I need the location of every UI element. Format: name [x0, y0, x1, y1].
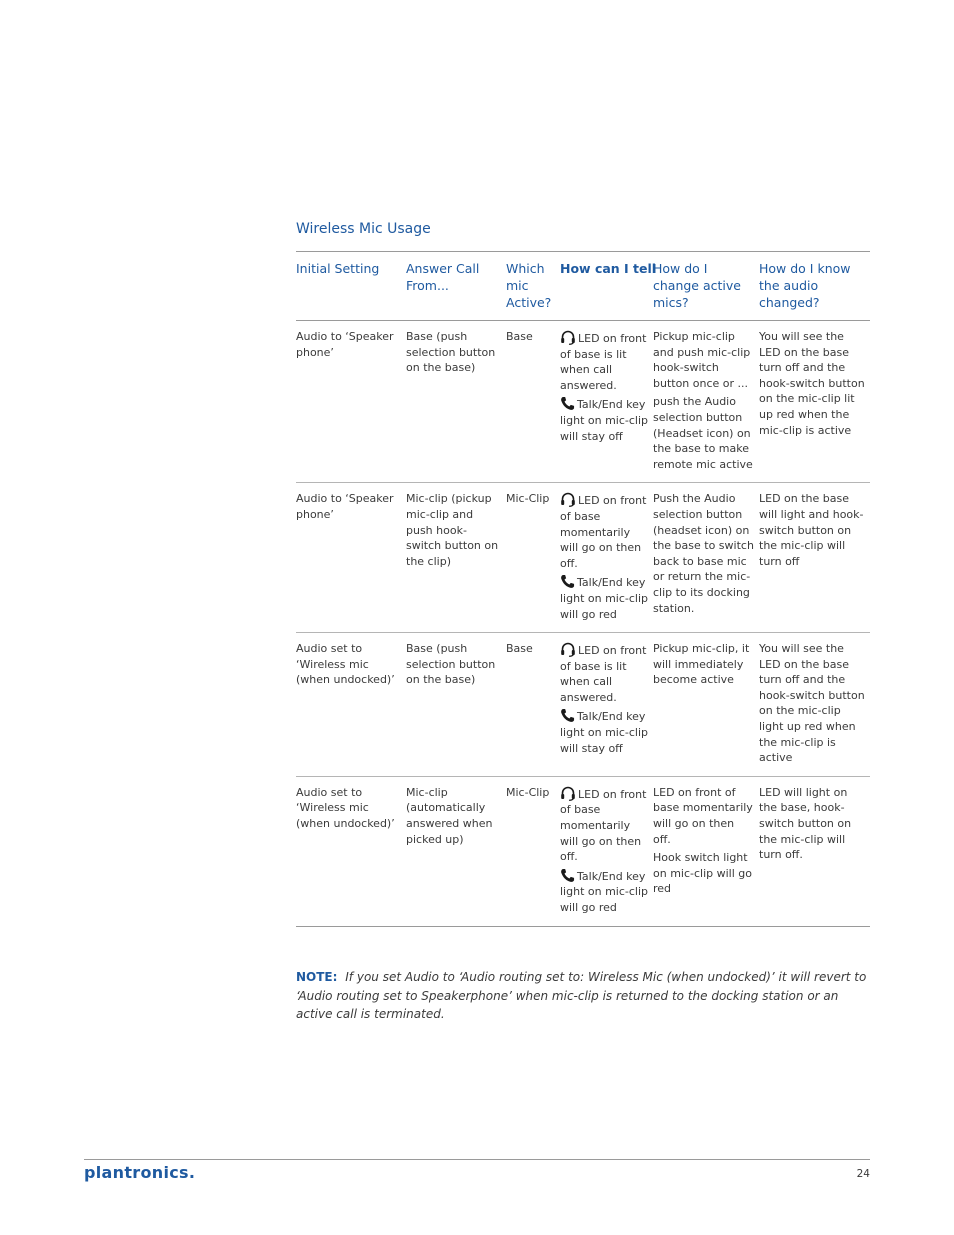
- table-row: [296, 483, 870, 633]
- plantronics-logo: plantronics.: [84, 1163, 196, 1182]
- cell-which-mic-active: Base: [506, 642, 533, 656]
- wireless-mic-usage-table: [296, 251, 870, 927]
- cell-how-do-i-know: LED on the base will light and hook-switch button on the mic-clip will turn off: [759, 492, 864, 568]
- cell-initial-setting: Audio to ‘Speaker phone’: [296, 492, 394, 521]
- cell-how-do-i-change: [653, 641, 759, 766]
- headset-icon: [560, 329, 576, 345]
- header-which-mic-active: Which mic Active?: [506, 261, 552, 310]
- change-text-2: push the Audio selection button (Headset icon) on the base to make remote mic active: [653, 395, 753, 471]
- phone-handset-icon: [560, 868, 575, 883]
- change-text-2: Hook switch light on mic-clip will go red: [653, 851, 752, 896]
- tell-led-text: LED on front of base momentarily will go on then off.: [560, 494, 647, 570]
- table-row: [296, 321, 870, 483]
- tell-talk-text: Talk/End key light on mic-clip will go red: [560, 869, 649, 914]
- cell-how-can-i-tell: [560, 641, 653, 766]
- phone-handset-icon: [560, 708, 575, 723]
- headset-icon: [560, 491, 576, 507]
- cell-how-do-i-change: [653, 329, 759, 472]
- cell-answer-call-from: Base (push selection button on the base): [406, 330, 496, 375]
- note-label: NOTE:: [296, 970, 338, 984]
- cell-initial-setting: Audio to ‘Speaker phone’: [296, 330, 394, 359]
- page-number: 24: [856, 1168, 870, 1180]
- cell-answer-call-from: Base (push selection button on the base): [406, 642, 496, 687]
- tell-talk-paragraph: [560, 868, 649, 916]
- tell-led-paragraph: [560, 329, 649, 393]
- cell-how-do-i-change: [653, 785, 759, 916]
- cell-how-do-i-know: You will see the LED on the base turn off and the hook-switch button on the mic-clip light up red when the mic-clip is active: [759, 642, 865, 765]
- tell-led-text: LED on front of base momentarily will go on then off.: [560, 787, 647, 864]
- table-row: [296, 633, 870, 777]
- cell-how-can-i-tell: [560, 785, 653, 916]
- headset-icon: [560, 785, 576, 801]
- table-row: [296, 777, 870, 926]
- header-answer-call-from: Answer Call From...: [406, 261, 480, 293]
- tell-led-text: LED on front of base is lit when call answered.: [560, 644, 647, 704]
- header-initial-setting: Initial Setting: [296, 261, 380, 276]
- tell-talk-paragraph: [560, 708, 649, 756]
- tell-talk-text: Talk/End key light on mic-clip will stay off: [560, 398, 649, 443]
- header-how-do-i-know: How do I know the audio changed?: [759, 261, 851, 310]
- tell-talk-paragraph: [560, 396, 649, 444]
- cell-how-do-i-change: [653, 491, 759, 622]
- change-text: LED on front of base momentarily will go on then off.: [653, 785, 753, 846]
- cell-how-can-i-tell: [560, 491, 653, 622]
- tell-talk-paragraph: [560, 574, 649, 622]
- note-paragraph: [296, 968, 870, 1024]
- tell-led-text: LED on front of base is lit when call answered.: [560, 332, 647, 392]
- phone-handset-icon: [560, 396, 575, 411]
- cell-which-mic-active: Mic-Clip: [506, 785, 550, 799]
- cell-initial-setting: Audio set to ‘Wireless mic (when undocked)’: [296, 642, 395, 687]
- cell-how-can-i-tell: [560, 329, 653, 472]
- phone-handset-icon: [560, 574, 575, 589]
- section-title: Wireless Mic Usage: [296, 221, 431, 237]
- cell-answer-call-from: Mic-clip (pickup mic-clip and push hook-switch button on the clip): [406, 492, 499, 568]
- tell-led-paragraph: [560, 785, 649, 865]
- cell-answer-call-from: Mic-clip (automatically answered when picked up): [406, 785, 493, 846]
- tell-led-paragraph: [560, 641, 649, 705]
- cell-how-do-i-know: You will see the LED on the base turn off and the hook-switch button on the mic-clip lit up red when the mic-clip is active: [759, 330, 865, 437]
- tell-talk-text: Talk/End key light on mic-clip will go red: [560, 576, 649, 621]
- headset-icon: [560, 641, 576, 657]
- header-how-do-i-change: How do I change active mics?: [653, 261, 741, 310]
- change-text: Pickup mic-clip and push mic-clip hook-switch button once or ...: [653, 330, 751, 390]
- cell-which-mic-active: Base: [506, 330, 533, 343]
- tell-led-paragraph: [560, 491, 649, 571]
- note-text: If you set Audio to ‘Audio routing set to: Wireless Mic (when undocked)’ it will revert to ‘Audio routing set to Speakerphone’ when mic-clip is returned to the docking station or an active call is terminated.: [296, 970, 867, 1021]
- cell-which-mic-active: Mic-Clip: [506, 492, 550, 506]
- change-text: Pickup mic-clip, it will immediately become active: [653, 642, 750, 687]
- cell-initial-setting: Audio set to ‘Wireless mic (when undocked)’: [296, 785, 395, 831]
- table-header-row: [296, 252, 870, 321]
- footer-divider: [84, 1159, 870, 1160]
- header-how-can-i-tell: How can I tell: [560, 261, 657, 276]
- change-text: Push the Audio selection button (headset icon) on the base to switch back to base mic or return the mic-clip to its docking station.: [653, 492, 754, 615]
- tell-talk-text: Talk/End key light on mic-clip will stay off: [560, 710, 649, 755]
- cell-how-do-i-know: LED will light on the base, hook-switch button on the mic-clip will turn off.: [759, 785, 852, 862]
